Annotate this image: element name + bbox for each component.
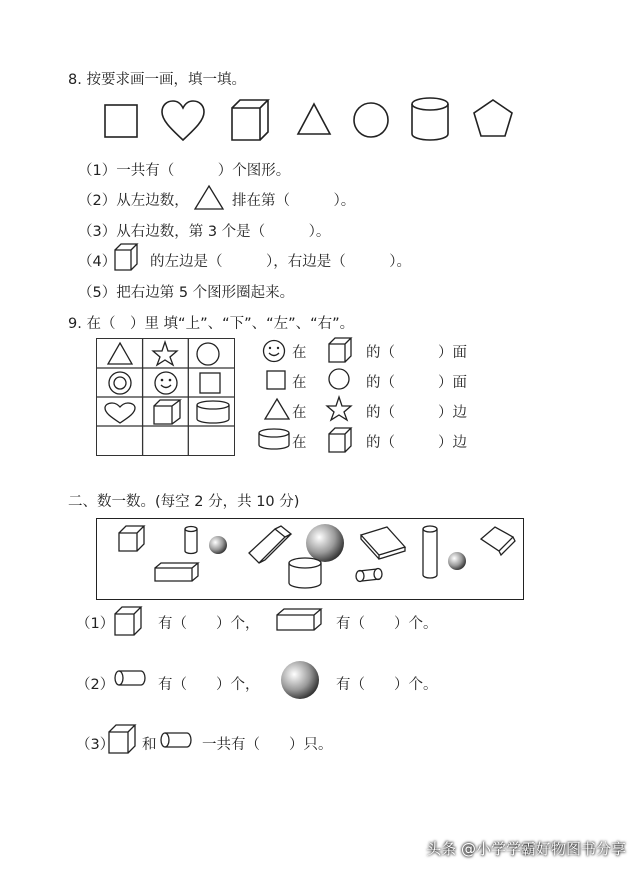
solids-box (96, 518, 524, 600)
triangle-icon (107, 342, 133, 365)
triangle-icon (296, 102, 332, 136)
shape-grid (96, 338, 235, 456)
ball-icon (448, 552, 466, 570)
star-icon (152, 341, 178, 366)
cylinder-icon (410, 96, 450, 142)
cube-icon (153, 399, 181, 425)
heart-icon (104, 402, 136, 424)
cylinder-icon (185, 527, 197, 554)
heart-icon (160, 100, 206, 142)
watermark: 头条 @小学学霸好物图书分享 (426, 840, 626, 858)
star-icon (326, 396, 352, 421)
q9-row1-in: 在 (292, 345, 307, 361)
q9-row4-in: 在 (292, 435, 307, 451)
ball-icon (280, 660, 320, 700)
cube-icon (119, 526, 144, 551)
pentagon-icon (472, 98, 514, 138)
triangle-icon (264, 398, 290, 420)
cube-icon (328, 337, 352, 363)
cuboid-icon (361, 527, 405, 559)
s2-q2-label: （2） (76, 677, 115, 693)
q9-row3-in: 在 (292, 405, 307, 421)
triangle-icon (194, 185, 224, 211)
cylinder-icon (114, 670, 146, 686)
circle-icon (196, 342, 220, 366)
cylinder-icon (356, 569, 382, 582)
cylinder-icon (160, 732, 192, 748)
q8-item-2-b: 排在第（ ）。 (232, 193, 356, 209)
q9-title: 9. 在（ ）里 填“上”、“下”、“左”、“右”。 (68, 316, 355, 332)
cylinder-icon (423, 526, 437, 578)
q8-item-1: （1）一共有（ ）个图形。 (78, 163, 291, 179)
q9-row2-end: ）面 (438, 375, 467, 391)
cube-icon (230, 98, 270, 142)
q9-row2-in: 在 (292, 375, 307, 391)
cylinder-icon (289, 558, 321, 588)
smiley-icon (262, 339, 286, 363)
q8-item-4-b: 的左边是（ ），右边是（ ）。 (150, 254, 411, 270)
s2-q2-count-b: 有（ ）个。 (336, 677, 438, 693)
q9-row3-of: 的（ (366, 405, 395, 421)
circle-icon (328, 368, 350, 390)
cylinder-icon (196, 400, 230, 424)
cube-icon (328, 427, 352, 453)
q9-row2-of: 的（ (366, 375, 395, 391)
cylinder-icon (258, 428, 290, 450)
s2-q1-count-a: 有（ ）个， (158, 616, 260, 632)
q9-row1-end: ）面 (438, 345, 467, 361)
square-icon (266, 370, 286, 390)
s2-q1-count-b: 有（ ）个。 (336, 616, 438, 632)
square-icon (104, 104, 138, 138)
ball-icon (306, 524, 344, 562)
cube-icon (108, 724, 136, 754)
cuboid-icon (155, 563, 198, 581)
q8-item-4-a: （4） (78, 254, 117, 270)
q8-item-2-a: （2）从左边数， (78, 193, 189, 209)
q9-row4-of: 的（ (366, 435, 395, 451)
q8-item-3: （3）从右边数，第 3 个是（ ）。 (78, 224, 331, 240)
ball-icon (209, 536, 227, 554)
q9-row4-end: ）边 (438, 435, 467, 451)
q8-title: 8. 按要求画一画，填一填。 (68, 72, 246, 88)
smiley-icon (153, 370, 179, 396)
cuboid-icon (276, 608, 322, 632)
s2-q2-count-a: 有（ ）个， (158, 677, 260, 693)
q8-item-5: （5）把右边第 5 个图形圈起来。 (78, 285, 295, 301)
circle-icon (352, 101, 390, 139)
cube-icon (114, 243, 138, 271)
s2-q1-label: （1） (76, 616, 115, 632)
cuboid-icon (249, 526, 291, 563)
cube-icon (114, 606, 142, 636)
s2-q3-total: 一共有（ ）只。 (202, 737, 333, 753)
s2-q3-and: 和 (142, 737, 157, 753)
square-icon (199, 372, 221, 394)
section2-title: 二、数一数。(每空 2 分，共 10 分) (68, 494, 300, 510)
cube-icon (481, 527, 515, 555)
s2-q3-label: （3） (76, 737, 115, 753)
q9-row3-end: ）边 (438, 405, 467, 421)
q9-row1-of: 的（ (366, 345, 395, 361)
ring-icon (107, 371, 133, 395)
